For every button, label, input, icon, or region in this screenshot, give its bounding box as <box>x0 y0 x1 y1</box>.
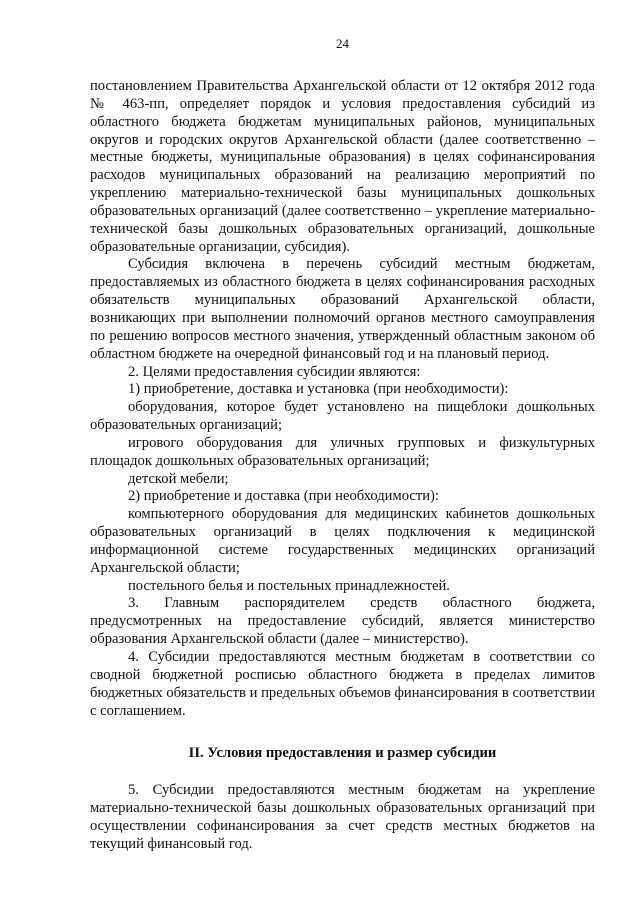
paragraph-kitchen-equipment: оборудования, которое будет установлено на пищеблоки дошкольных образовательных организаций; <box>90 399 595 434</box>
paragraph-intro-continuation: постановлением Правительства Архангельской области от 12 октября 2012 года № 463-пп, определяет порядок и условия предоставления субсидий из областного бюджета бюджетам муниципальных районов, муниципальных округов и городских округов Архангельской области (далее соответственно – местные бюджеты, муниципальные образования) в целях софинансирования расходов муниципальных образований на реализацию мероприятий по укреплению материально-технической базы муниципальных дошкольных образовательных организаций (далее соответственно – укрепление материально-технической базы дошкольных образовательных организаций, дошкольные образовательные организации, субсидия). <box>90 78 595 255</box>
paragraph-item-5: 5. Субсидии предоставляются местным бюджетам на укрепление материально-технической базы дошкольных образовательных организаций при осуществлении софинансирования за счет средств местных бюджетов на текущий финансовый год. <box>90 782 595 852</box>
paragraph-item-3: 3. Главным распорядителем средств областного бюджета, предусмотренных на предоставление субсидий, является министерство образования Архангельской области (далее – министерство). <box>90 595 595 648</box>
document-body <box>90 78 595 720</box>
paragraph-item-4: 4. Субсидии предоставляются местным бюджетам в соответствии со сводной бюджетной росписью областного бюджета в пределах лимитов бюджетных обязательств и предельных объемов финансирования в соответствии с соглашением. <box>90 649 595 719</box>
paragraph-furniture: детской мебели; <box>128 470 229 487</box>
paragraph-goal-1: 1) приобретение, доставка и установка (при необходимости): <box>128 381 509 398</box>
section-body <box>90 782 595 853</box>
paragraph-subsidy-list: Субсидия включена в перечень субсидий местным бюджетам, предоставляемых из областного бюджета в целях софинансирования расходных обязательств муниципальных образований Архангельской области, возникающих при выполнении полномочий органов местного самоуправления по решению вопросов местного значения, утвержденный областным законом об областном бюджете на очередной финансовый год и на плановый период. <box>90 256 595 362</box>
paragraph-play-equipment: игрового оборудования для уличных групповых и физкультурных площадок дошкольных образовательных организаций; <box>90 434 595 469</box>
section-heading: II. Условия предоставления и размер субсидии <box>188 745 497 762</box>
paragraph-goal-2: 2) приобретение и доставка (при необходимости): <box>128 488 439 505</box>
paragraph-goals-header: 2. Целями предоставления субсидии являются: <box>128 363 421 380</box>
paragraph-computer-equipment: компьютерного оборудования для медицинских кабинетов дошкольных образовательных организаций в целях подключения к медицинской информационной системе государственных медицинских организаций Архангельской области; <box>90 506 595 576</box>
page-number: 24 <box>336 36 349 51</box>
paragraph-bedding: постельного белья и постельных принадлежностей. <box>128 577 450 594</box>
